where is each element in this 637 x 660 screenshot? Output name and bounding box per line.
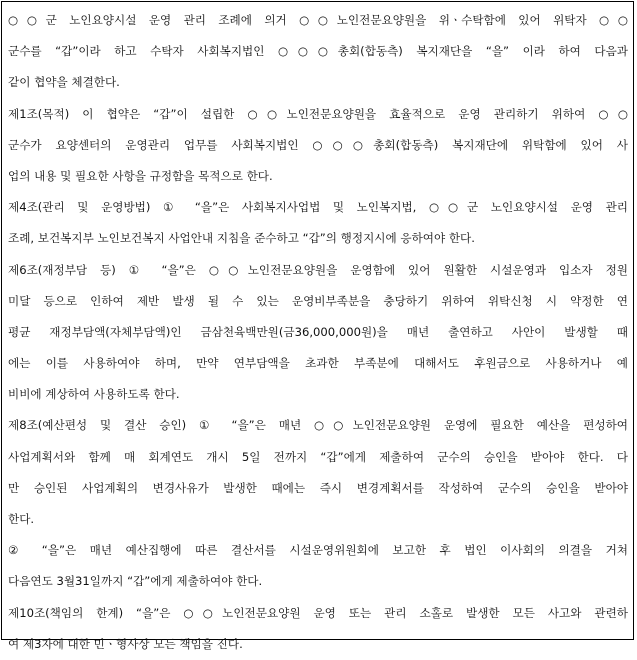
article-1-line-2: 군수가 요양센터의 운영관리 업무를 사회복지법인 ○○○총회(합동측) 복지재단에 위탁함에 있어 사 bbox=[8, 137, 628, 152]
preamble-line-2: 군수를 “갑”이라 하고 수탁자 사회복지법인 ○○○총회(합동측) 복지재단을 “을” 이라 하여 다음과 bbox=[8, 44, 628, 59]
article-10-line-2: 여 제3자에 대한 민ㆍ형사상 모든 책임을 진다. bbox=[8, 636, 243, 651]
article-4-line-1: 제4조(관리 및 운영방법) ① “을”은 사회복지사업법 및 노인복지법, ○○군 노인요양시설 운영 관리 bbox=[8, 200, 628, 215]
article-10-line-1: 제10조(책임의 한계) “을”은 ○○노인전문요양원 운영 또는 관리 소홀로 발생한 모든 사고와 관련하 bbox=[8, 605, 628, 620]
article-8-line-1: 제8조(예산편성 및 결산 승인) ① “을”은 매년 ○○노인전문요양원 운영에 필요한 예산을 편성하여 bbox=[8, 418, 628, 433]
article-8-clause-2-line-1: ② “을”은 매년 예산집행에 따른 결산서를 시설운영위원회에 보고한 후 법인 이사회의 의결을 거쳐 bbox=[8, 543, 628, 558]
article-6-line-4: 에는 이를 사용하여야 하며, 만약 연부담액을 초과한 부족분에 대해서도 후원금으로 사용하거나 예 bbox=[8, 356, 628, 371]
article-6-line-2: 미달 등으로 인하여 제반 발생 될 수 있는 운영비부족분을 충당하기 위하여 위탁신청 시 약정한 연 bbox=[8, 293, 628, 308]
article-4-line-2: 조례, 보건복지부 노인보건복지 사업안내 지침을 준수하고 “갑”의 행정지시에 응하여야 한다. bbox=[8, 231, 475, 246]
preamble-line-1: ○○군 노인요양시설 운영 관리 조례에 의거 ○○노인전문요양원을 위ㆍ수탁함에 있어 위탁자 ○○ bbox=[8, 13, 628, 27]
article-8-line-3: 만 승인된 사업계획의 변경사유가 발생한 때에는 즉시 변경계획서를 작성하여 군수의 승인을 받아야 bbox=[8, 480, 628, 495]
article-8-line-2: 사업계획서와 함께 매 회계연도 개시 5일 전까지 “갑”에게 제출하여 군수의 승인을 받아야 한다. 다 bbox=[8, 449, 628, 464]
article-8-clause-2-line-2: 다음연도 3월31일까지 “갑”에게 제출하여야 한다. bbox=[8, 574, 263, 589]
article-1-line-3: 업의 내용 및 필요한 사항을 규정함을 목적으로 한다. bbox=[8, 168, 273, 183]
article-6-line-3: 평균 재정부담액(자체부담액)인 금삼천육백만원(금36,000,000원)을 매년 출연하고 사안이 발생할 때 bbox=[8, 324, 628, 339]
article-6-line-1: 제6조(재정부담 등) ① “을”은 ○○노인전문요양원을 운영함에 있어 원활한 시설운영과 입소자 정원 bbox=[8, 262, 628, 277]
preamble-line-3: 같이 협약을 체결한다. bbox=[8, 75, 120, 90]
article-8-line-4: 한다. bbox=[8, 512, 35, 526]
agreement-document bbox=[1, 1, 634, 651]
article-1-line-1: 제1조(목적) 이 협약은 “갑”이 설립한 ○○노인전문요양원을 효율적으로 운영 관리하기 위하여 ○○ bbox=[8, 106, 628, 121]
article-6-line-5: 비비에 계상하여 사용하도록 한다. bbox=[8, 387, 180, 402]
